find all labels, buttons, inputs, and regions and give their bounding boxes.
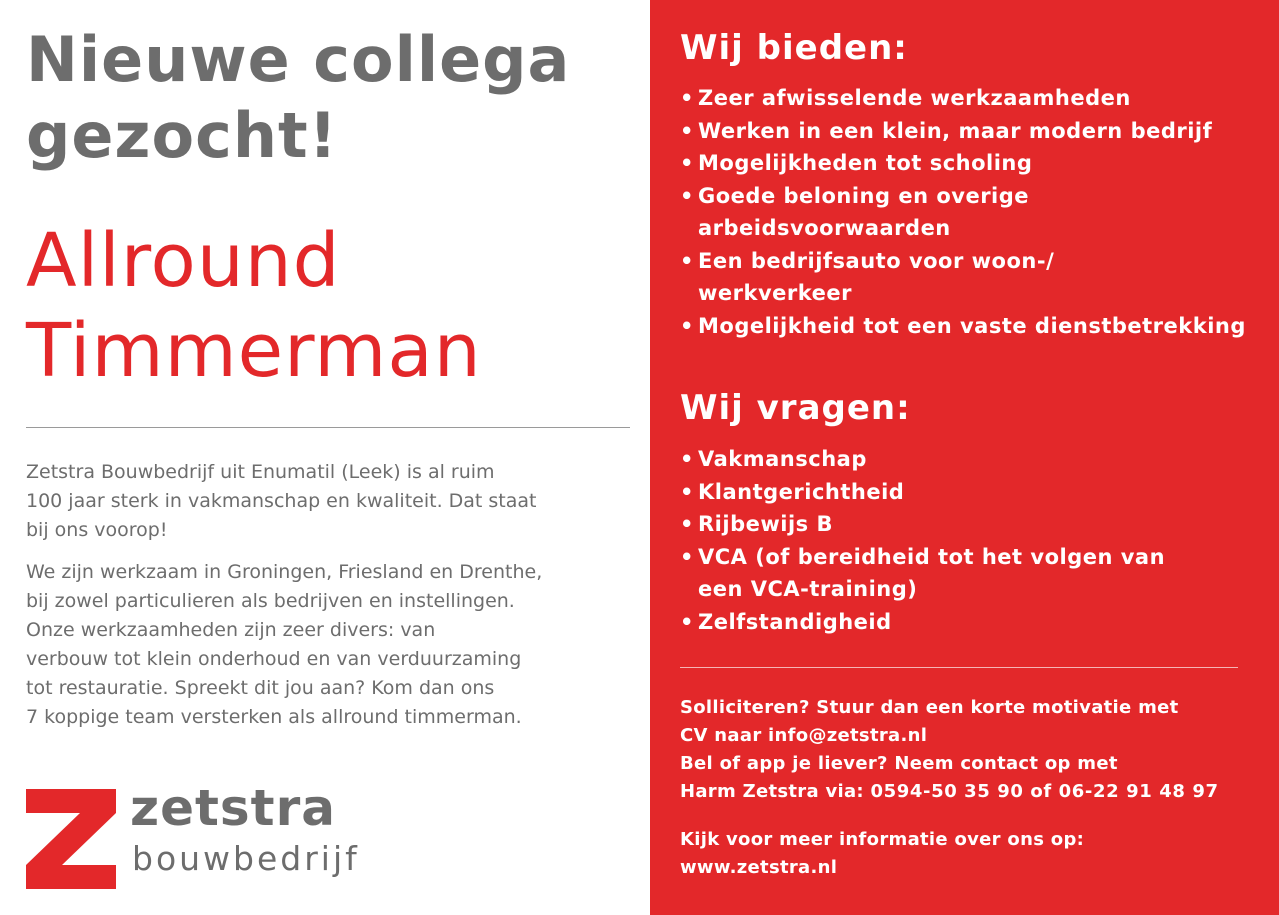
list-item bbox=[680, 606, 1270, 639]
intro-paragraph-2 bbox=[26, 558, 630, 732]
contact-info bbox=[680, 694, 1275, 882]
zetstra-z-logo-icon bbox=[26, 789, 116, 889]
list-item bbox=[680, 245, 1270, 310]
list-item-text: Werken in een klein, maar modern bedrijf bbox=[698, 118, 1213, 143]
intro-paragraph-1 bbox=[26, 458, 630, 545]
contact-apply bbox=[680, 694, 1275, 806]
list-item bbox=[680, 443, 1270, 476]
list-item bbox=[680, 147, 1270, 180]
list-item bbox=[680, 541, 1270, 606]
list-item bbox=[680, 310, 1270, 343]
job-title bbox=[26, 216, 482, 396]
intro-text bbox=[26, 458, 630, 732]
phone-numbers[interactable]: 0594-50 35 90 of 06-22 91 48 97 bbox=[870, 781, 1219, 802]
list-item-text: een VCA-training) bbox=[698, 577, 918, 601]
list-item-text: Een bedrijfsauto voor woon-/ bbox=[698, 248, 1055, 273]
list-item bbox=[680, 476, 1270, 509]
contact-email-line[interactable]: CV naar info@zetstra.nl bbox=[680, 725, 928, 746]
list-item-text: Klantgerichtheid bbox=[698, 479, 905, 504]
job-title-line-1: Allround bbox=[26, 218, 341, 304]
list-item-text: Zelfstandigheid bbox=[698, 609, 892, 634]
offer-title: Wij bieden: bbox=[680, 28, 908, 68]
intro-line: Onze werkzaamheden zijn zeer divers: van bbox=[26, 619, 436, 641]
intro-line: 7 koppige team versterken als allround timmerman. bbox=[26, 706, 522, 728]
list-item bbox=[680, 508, 1270, 541]
intro-line: Zetstra Bouwbedrijf uit Enumatil (Leek) is al ruim bbox=[26, 461, 495, 483]
list-item-text: Mogelijkheid tot een vaste dienstbetrekking bbox=[698, 313, 1246, 338]
list-item-text: Rijbewijs B bbox=[698, 512, 833, 536]
contact-line: Bel of app je liever? Neem contact op met bbox=[680, 753, 1118, 774]
logo-name: zetstra bbox=[130, 779, 336, 837]
job-title-line-2: Timmerman bbox=[26, 308, 482, 394]
offer-list bbox=[680, 82, 1270, 342]
intro-line: verbouw tot klein onderhoud en van verduurzaming bbox=[26, 648, 522, 670]
list-item-text: VCA (of bereidheid tot het volgen van bbox=[698, 544, 1166, 569]
list-item bbox=[680, 180, 1270, 245]
heading-line-1: Nieuwe collega bbox=[26, 23, 571, 96]
right-panel bbox=[650, 0, 1279, 915]
ask-list bbox=[680, 443, 1270, 638]
intro-line: We zijn werkzaam in Groningen, Friesland en Drenthe, bbox=[26, 561, 543, 583]
logo-subtitle: bouwbedrijf bbox=[132, 839, 360, 878]
ask-title: Wij vragen: bbox=[680, 388, 911, 428]
contact-more-info bbox=[680, 826, 1275, 882]
intro-line: tot restauratie. Spreekt dit jou aan? Kom dan ons bbox=[26, 677, 495, 699]
intro-line: 100 jaar sterk in vakmanschap en kwaliteit. Dat staat bbox=[26, 490, 537, 512]
contact-line: Harm Zetstra via: bbox=[680, 781, 871, 802]
intro-line: bij ons voorop! bbox=[26, 519, 168, 541]
page-heading bbox=[26, 22, 570, 174]
list-item-text: Vakmanschap bbox=[698, 447, 867, 471]
list-item-text: arbeidsvoorwaarden bbox=[698, 216, 951, 240]
list-item-text: werkverkeer bbox=[698, 281, 852, 305]
list-item bbox=[680, 82, 1270, 115]
intro-line: bij zowel particulieren als bedrijven en instellingen. bbox=[26, 590, 515, 612]
divider bbox=[680, 667, 1238, 668]
list-item-text: Mogelijkheden tot scholing bbox=[698, 151, 1033, 175]
contact-line: Solliciteren? Stuur dan een korte motivatie met bbox=[680, 697, 1179, 718]
list-item bbox=[680, 115, 1270, 148]
divider bbox=[26, 427, 630, 428]
list-item-text: Goede beloning en overige bbox=[698, 183, 1030, 208]
website-link[interactable]: www.zetstra.nl bbox=[680, 857, 838, 878]
contact-line: Kijk voor meer informatie over ons op: bbox=[680, 829, 1085, 850]
heading-line-2: gezocht! bbox=[26, 99, 338, 172]
list-item-text: Zeer afwisselende werkzaamheden bbox=[698, 86, 1131, 110]
